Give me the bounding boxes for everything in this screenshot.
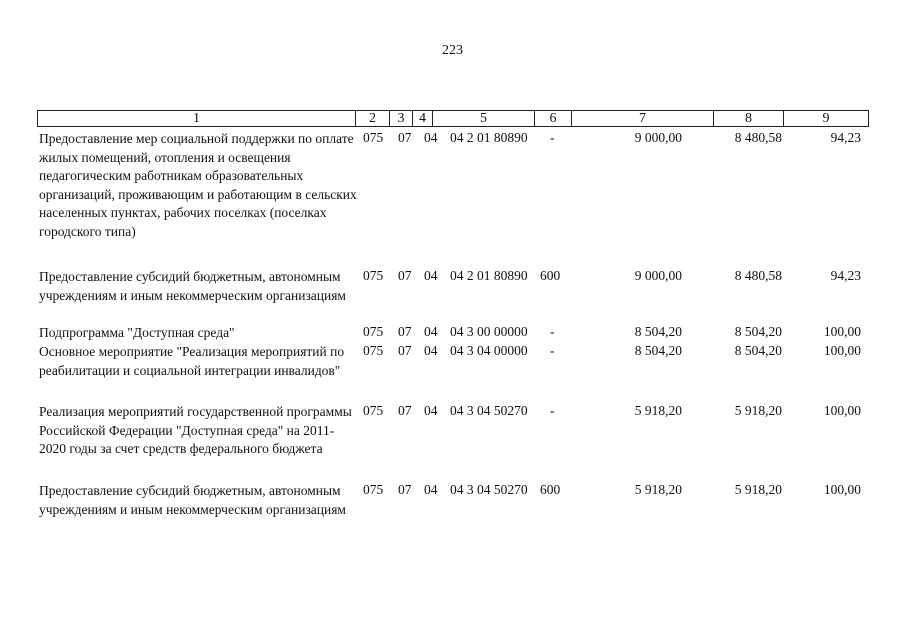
row-description: Основное мероприятие "Реализация мероприятий по реабилитации и социальной интеграции инвалидов"	[39, 344, 345, 378]
header-col-4: 4	[413, 111, 433, 126]
row-col-9: 100,00	[823, 343, 861, 358]
header-col-9: 9	[822, 111, 830, 126]
row-col-6: 600	[540, 482, 561, 497]
row-description: Предоставление субсидий бюджетным, автономным учреждениям и иным некоммерческим организациям	[39, 269, 346, 303]
row-col-8: 8 480,58	[734, 268, 782, 283]
row-col-4: 04	[424, 343, 438, 358]
row-col-5: 04 3 04 50270	[450, 403, 528, 418]
row-col-9: 100,00	[823, 324, 861, 339]
row-col-3: 07	[398, 343, 412, 358]
row-col-7: 9 000,00	[634, 130, 682, 145]
table-header	[37, 110, 869, 127]
row-col-3: 07	[398, 482, 412, 497]
header-col-3: 3	[390, 111, 413, 126]
page-number: 223	[442, 43, 463, 58]
row-col-6: -	[550, 324, 555, 339]
row-col-9: 94,23	[830, 130, 861, 145]
row-description: Предоставление мер социальной поддержки по оплате жилых помещений, отопления и освещения педагогическим работникам образовательных организаций, проживающим и работающим в сельских населенных пунктах, рабочих поселках (поселках городского типа)	[39, 131, 357, 239]
row-col-4: 04	[424, 403, 438, 418]
row-col-8: 5 918,20	[734, 403, 782, 418]
row-col-3: 07	[398, 324, 412, 339]
row-col-5: 04 2 01 80890	[450, 268, 528, 283]
header-col-7: 7	[572, 111, 714, 126]
row-col-5: 04 2 01 80890	[450, 130, 528, 145]
row-description: Предоставление субсидий бюджетным, автономным учреждениям и иным некоммерческим организациям	[39, 483, 346, 517]
row-col-7: 5 918,20	[634, 482, 682, 497]
row-col-4: 04	[424, 130, 438, 145]
row-col-5: 04 3 04 00000	[450, 343, 528, 358]
row-col-4: 04	[424, 482, 438, 497]
row-col-6: 600	[540, 268, 561, 283]
row-col-3: 07	[398, 268, 412, 283]
row-col-5: 04 3 00 00000	[450, 324, 528, 339]
row-col-7: 8 504,20	[634, 343, 682, 358]
row-col-4: 04	[424, 324, 438, 339]
row-col-4: 04	[424, 268, 438, 283]
row-col-2: 075	[363, 324, 384, 339]
row-col-9: 100,00	[823, 403, 861, 418]
row-col-8: 8 480,58	[734, 130, 782, 145]
row-col-7: 9 000,00	[634, 268, 682, 283]
row-col-2: 075	[363, 343, 384, 358]
row-col-2: 075	[363, 482, 384, 497]
row-col-6: -	[550, 130, 555, 145]
row-col-8: 5 918,20	[734, 482, 782, 497]
row-col-8: 8 504,20	[734, 324, 782, 339]
row-col-7: 8 504,20	[634, 324, 682, 339]
header-col-6: 6	[535, 111, 572, 126]
row-col-6: -	[550, 343, 555, 358]
row-col-5: 04 3 04 50270	[450, 482, 528, 497]
header-col-2: 2	[356, 111, 390, 126]
row-col-8: 8 504,20	[734, 343, 782, 358]
row-col-3: 07	[398, 130, 412, 145]
row-col-3: 07	[398, 403, 412, 418]
row-col-2: 075	[363, 130, 384, 145]
row-description: Подпрограмма "Доступная среда"	[39, 325, 235, 340]
row-col-7: 5 918,20	[634, 403, 682, 418]
row-col-2: 075	[363, 268, 384, 283]
header-col-1: 1	[38, 111, 356, 126]
row-col-6: -	[550, 403, 555, 418]
header-col-5: 5	[433, 111, 535, 126]
row-description: Реализация мероприятий государственной программы Российской Федерации "Доступная среда" на 2011-2020 годы за счет средств федерального бюджета	[39, 404, 352, 456]
row-col-9: 94,23	[830, 268, 861, 283]
row-col-2: 075	[363, 403, 384, 418]
header-col-8: 8	[714, 111, 784, 126]
row-col-9: 100,00	[823, 482, 861, 497]
